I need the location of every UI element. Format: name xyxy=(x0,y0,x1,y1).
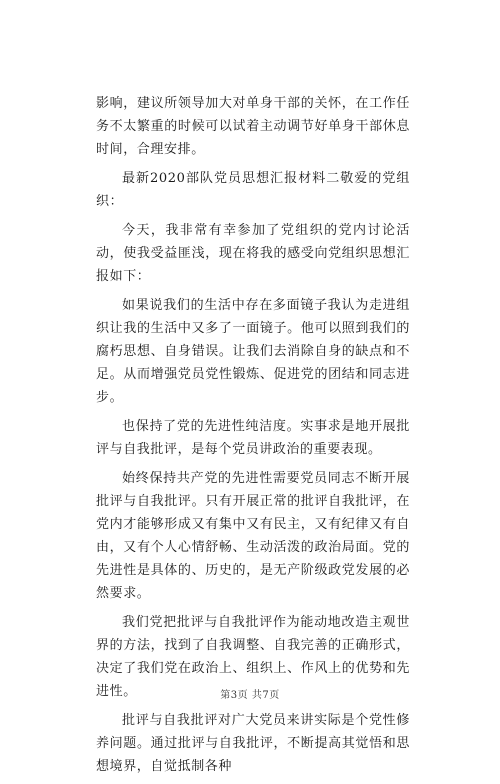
paragraph: 始终保持共产党的先进性需要党员同志不断开展批评与自我批评。只有开展正常的批评自我批评，在党内才能够形成又有集中又有民主，又有纪律又有自由，又有个人心情舒畅、生动活泼的政治局面。党的先进性是具体的、历史的，是无产阶级政党发展的必然要求。 xyxy=(96,471,410,601)
paragraph: 批评与自我批评对广大党员来讲实际是个党性修养问题。通过批评与自我批评，不断提高其觉悟和思想境界，自觉抵制各种 xyxy=(96,713,410,774)
paragraph: 如果说我们的生活中存在多面镜子我认为走进组织让我的生活中又多了一面镜子。他可以照到我们的腐朽思想、自身错误。让我们去消除自身的缺点和不足。从而增强党员党性锻炼、促进党的团结和同志进步。 xyxy=(96,298,410,405)
paragraph: 今天，我非常有幸参加了党组织的党内讨论活动，使我受益匪浅，现在将我的感受向党组织思想汇报如下： xyxy=(96,223,410,284)
document-body xyxy=(96,92,410,784)
paragraph: 最新2020部队党员思想汇报材料二敬爱的党组织： xyxy=(96,171,410,209)
page-number-footer: 第3页 共7页 xyxy=(220,690,280,701)
paragraph: 我们党把批评与自我批评作为能动地改造主观世界的方法，找到了自我调整、自我完善的正确形式，决定了我们党在政治上、组织上、作风上的优势和先进性。 xyxy=(96,615,410,699)
paragraph: 也保持了党的先进性纯洁度。实事求是地开展批评与自我批评，是每个党员讲政治的重要表现。 xyxy=(96,419,410,457)
paragraph: 影响，建议所领导加大对单身干部的关怀，在工作任务不太繁重的时候可以试着主动调节好单身干部休息时间，合理安排。 xyxy=(96,96,410,157)
